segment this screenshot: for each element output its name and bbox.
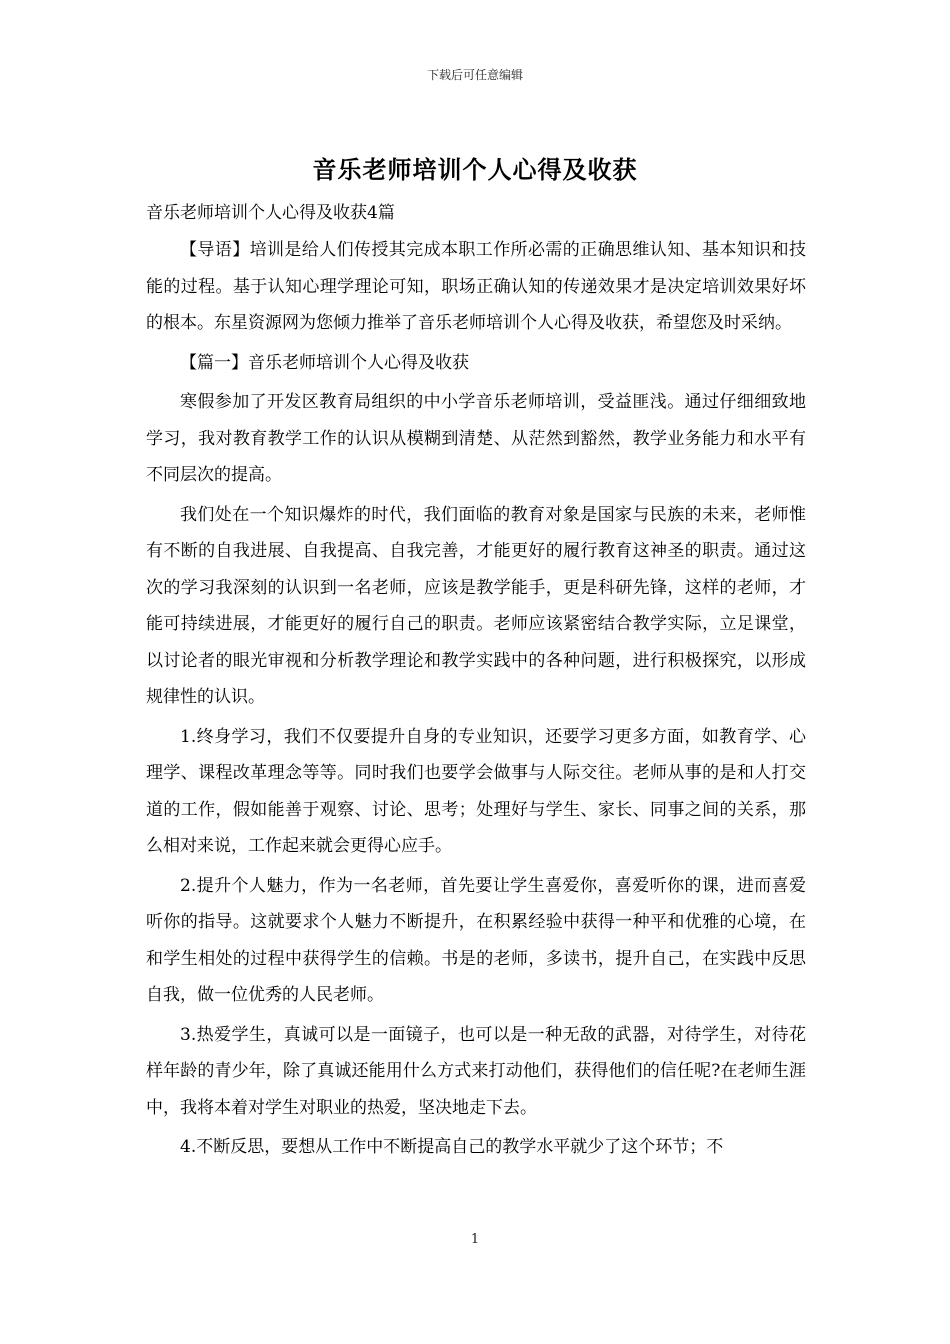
document-body bbox=[146, 196, 806, 1169]
page-header-note: 下载后可任意编辑 bbox=[426, 68, 523, 82]
paragraph-point-4: 4.不断反思，要想从工作中不断提高自己的教学水平就少了这个环节；不 bbox=[180, 1137, 724, 1157]
document-title: 音乐老师培训个人心得及收获 bbox=[312, 155, 638, 184]
document-subtitle: 音乐老师培训个人心得及收获4篇 bbox=[146, 203, 395, 223]
paragraph-intro: 【导语】培训是给人们传授其完成本职工作所必需的正确思维认知、基本知识和技能的过程。基于认知心理学理论可知，职场正确认知的传递效果才是决定培训效果好坏的根本。东星资源网为您倾力推举了音乐老师培训个人心得及收获，希望您及时采纳。 bbox=[146, 240, 806, 333]
paragraph: 寒假参加了开发区教育局组织的中小学音乐老师培训，受益匪浅。通过仔细细致地学习，我对教育教学工作的认识从模糊到清楚、从茫然到豁然，教学业务能力和水平有不同层次的提高。 bbox=[146, 392, 806, 485]
paragraph: 我们处在一个知识爆炸的时代，我们面临的教育对象是国家与民族的未来，老师惟有不断的自我进展、自我提高、自我完善，才能更好的履行教育这神圣的职责。通过这次的学习我深刻的认识到一名老师，应该是教学能手，更是科研先锋，这样的老师，才能可持续进展，才能更好的履行自己的职责。老师应该紧密结合教学实际，立足课堂，以讨论者的眼光审视和分析教学理论和教学实践中的各种问题，进行积极探究，以形成规律性的认识。 bbox=[146, 504, 806, 707]
section-heading: 【篇一】音乐老师培训个人心得及收获 bbox=[180, 352, 469, 373]
paragraph-point-3: 3.热爱学生，真诚可以是一面镜子，也可以是一种无敌的武器，对待学生，对待花样年龄的青少年，除了真诚还能用什么方式来打动他们，获得他们的信任呢?在老师生涯中，我将本着对学生对职业的热爱，坚决地走下去。 bbox=[146, 1024, 806, 1118]
page-number: 1 bbox=[470, 1232, 480, 1247]
paragraph-point-2: 2.提升个人魅力，作为一名老师，首先要让学生喜爱你，喜爱听你的课，进而喜爱听你的指导。这就要求个人魅力不断提升，在积累经验中获得一种平和优雅的心境，在和学生相处的过程中获得学生的信赖。书是的老师，多读书，提升自己，在实践中反思自我，做一位优秀的人民老师。 bbox=[146, 875, 806, 1005]
paragraph-point-1: 1.终身学习，我们不仅要提升自身的专业知识，还要学习更多方面，如教育学、心理学、课程改革理念等等。同时我们也要学会做事与人际交往。老师从事的是和人打交道的工作，假如能善于观察、讨论、思考；处理好与学生、家长、同事之间的关系，那么相对来说，工作起来就会更得心应手。 bbox=[146, 726, 806, 856]
